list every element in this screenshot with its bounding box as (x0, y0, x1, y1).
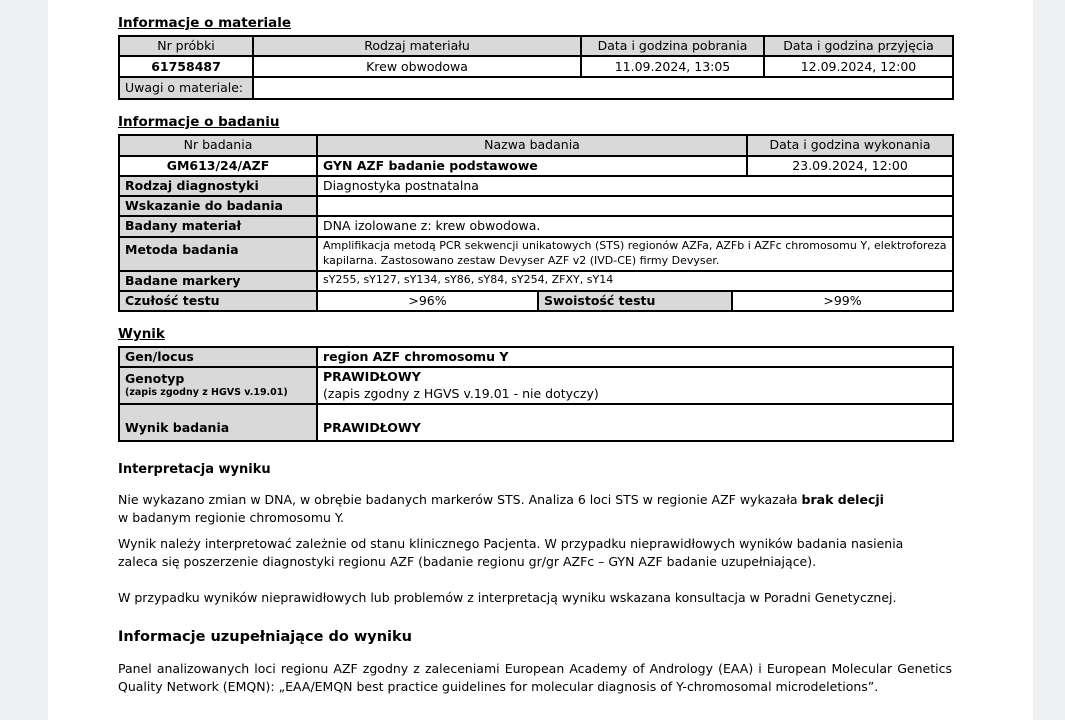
sensitivity-value-cell: >96% (317, 291, 538, 311)
gene-row (119, 347, 953, 367)
sensitivity-specificity-row (119, 291, 953, 311)
material-header-received: Data i godzina przyjęcia (764, 36, 953, 56)
document-content (118, 15, 952, 696)
test-table (118, 134, 954, 312)
specificity-label-cell: Swoistość testu (538, 291, 732, 311)
test-name-cell: GYN AZF badanie podstawowe (317, 156, 747, 176)
gene-label-cell: Gen/locus (119, 347, 317, 367)
specificity-value-cell: >99% (732, 291, 953, 311)
material-table (118, 35, 954, 100)
section-title-material: Informacje o materiale (118, 15, 292, 31)
collected-at-cell: 11.09.2024, 13:05 (581, 56, 764, 77)
indication-row (119, 196, 953, 216)
markers-row (119, 271, 953, 291)
diagnostics-value-cell: Diagnostyka postnatalna (317, 176, 953, 196)
test-header-row (119, 135, 953, 155)
performed-at-cell: 23.09.2024, 12:00 (747, 156, 953, 176)
material-header-type: Rodzaj materiału (253, 36, 581, 56)
interpretation-paragraph-3: W przypadku wyników nieprawidłowych lub problemów z interpretacją wyniku wskazana konsultacja w Poradni Genetycznej. (118, 589, 897, 605)
test-header-name: Nazwa badania (317, 135, 747, 155)
material-header-collected: Data i godzina pobrania (581, 36, 764, 56)
result-label-cell: Wynik badania (119, 404, 317, 441)
material-data-row (119, 56, 953, 77)
material-type-cell: Krew obwodowa (253, 56, 581, 77)
material-header-sample: Nr próbki (119, 36, 253, 56)
interpretation-p1-line2: w badanym regionie chromosomu Y. (118, 509, 344, 525)
genotype-sublabel: (zapis zgodny z HGVS v.19.01) (125, 386, 288, 398)
gene-value-cell: region AZF chromosomu Y (317, 347, 953, 367)
result-table (118, 346, 954, 442)
material-header-row (119, 36, 953, 56)
sample-number-cell: 61758487 (119, 56, 253, 77)
interpretation-p2-line1: Wynik należy interpretować zależnie od stanu klinicznego Pacjenta. W przypadku nieprawidłowych wyników badania nasienia (118, 535, 904, 551)
indication-value-cell (317, 196, 953, 216)
markers-label-cell: Badane markery (119, 271, 317, 291)
result-row (119, 404, 953, 441)
received-at-cell: 12.09.2024, 12:00 (764, 56, 953, 77)
genotype-label: Genotyp (125, 371, 185, 387)
method-row (119, 237, 953, 271)
interpretation-p2-line2: zaleca się poszerzenie diagnostyki regionu AZF (badanie regionu gr/gr AZFc – GYN AZF badanie uzupełniające). (118, 553, 817, 569)
genotype-value: PRAWIDŁOWY (323, 369, 421, 385)
genotype-value-cell (317, 367, 953, 404)
material-remarks-row (119, 77, 953, 99)
section-title-test: Informacje o badaniu (118, 114, 280, 131)
indication-label-cell: Wskazanie do badania (119, 196, 317, 216)
diagnostics-label-cell: Rodzaj diagnostyki (119, 176, 317, 196)
test-data-row (119, 156, 953, 176)
genotype-label-cell (119, 367, 317, 404)
test-header-number: Nr badania (119, 135, 317, 155)
result-value-cell: PRAWIDŁOWY (317, 404, 953, 441)
section-title-result: Wynik (118, 326, 165, 342)
remarks-label-cell: Uwagi o materiale: (119, 77, 253, 99)
method-label-cell: Metoda badania (119, 237, 317, 271)
interpretation-p1-text: Nie wykazano zmian w DNA, w obrębie badanych markerów STS. Analiza 6 loci STS w regionie AZF wykazała (118, 491, 802, 507)
tested-material-value-cell: DNA izolowane z: krew obwodowa. (317, 216, 953, 236)
supplementary-paragraph: Panel analizowanych loci regionu AZF zgodny z zaleceniami European Academy of Andrology (EAA) i European Molecular Genetics Quality Network (EMQN): „EAA/EMQN best practice guidelines for molecular diagnosis of Y-chromosomal microdeletions”. (118, 660, 952, 694)
remarks-value-cell (253, 77, 953, 99)
document-page (48, 0, 1033, 720)
diagnostics-row (119, 176, 953, 196)
section-title-supplementary: Informacje uzupełniające do wyniku (118, 628, 412, 645)
interpretation-p1-bold: brak delecji (801, 491, 884, 507)
interpretation-paragraph-1 (118, 491, 952, 527)
tested-material-row (119, 216, 953, 236)
genotype-row (119, 367, 953, 404)
test-header-performed: Data i godzina wykonania (747, 135, 953, 155)
test-number-cell: GM613/24/AZF (119, 156, 317, 176)
section-title-interpretation: Interpretacja wyniku (118, 461, 271, 477)
sensitivity-label-cell: Czułość testu (119, 291, 317, 311)
method-value-cell: Amplifikacja metodą PCR sekwencji unikatowych (STS) regionów AZFa, AZFb i AZFc chromosomu Y, elektroforeza kapilarna. Zastosowano zestaw Devyser AZF v2 (IVD-CE) firmy Devyser. (317, 237, 953, 271)
markers-value-cell: sY255, sY127, sY134, sY86, sY84, sY254, ZFXY, sY14 (317, 271, 953, 291)
interpretation-paragraph-2 (118, 535, 952, 571)
tested-material-label-cell: Badany materiał (119, 216, 317, 236)
genotype-note: (zapis zgodny z HGVS v.19.01 - nie dotyczy) (323, 385, 599, 401)
